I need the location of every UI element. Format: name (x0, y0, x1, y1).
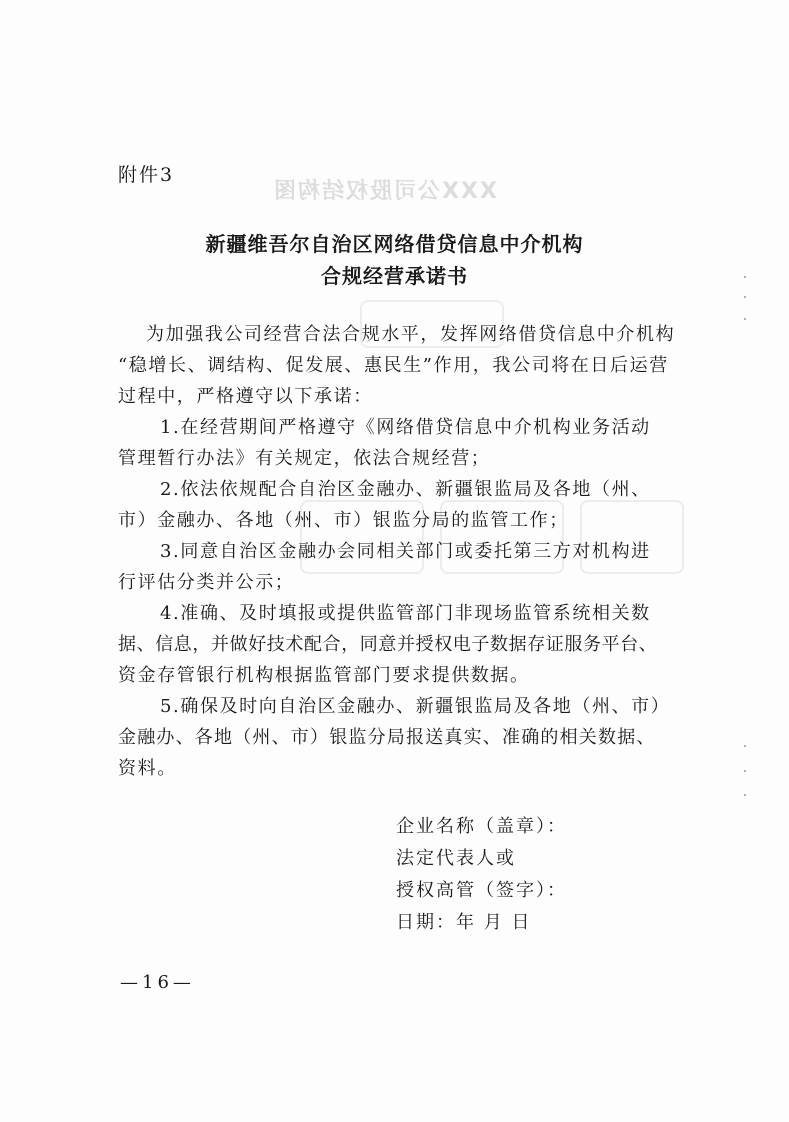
scan-speck (744, 794, 746, 796)
body-line: 5.确保及时向自治区金融办、新疆银监局及各地（州、市） (160, 696, 671, 717)
body-line: “稳增长、调结构、促发展、惠民生”作用，我公司将在日后运营 (118, 355, 669, 376)
body-line: 市）金融办、各地（州、市）银监分局的监管工作； (118, 510, 569, 531)
body-line: 资料。 (118, 758, 177, 779)
body-line: 1.在经营期间严格遵守《网络借贷信息中介机构业务活动 (160, 417, 651, 438)
signature-executive: 授权高管（签字）： (396, 880, 567, 901)
scan-speck (744, 318, 746, 320)
show-through-text: XXX公司股权结构图 (272, 179, 497, 204)
document-title-line-2: 合规经营承诺书 (321, 264, 468, 288)
page-number: —16— (120, 972, 195, 993)
body-line: 据、信息，并做好技术配合，同意并授权电子数据存证服务平台、 (118, 634, 658, 655)
body-line: 过程中，严格遵守以下承诺： (118, 386, 373, 407)
body-line: 为加强我公司经营合法合规水平，发挥网络借贷信息中介机构 (146, 324, 676, 345)
document-title-line-1: 新疆维吾尔自治区网络借贷信息中介机构 (205, 232, 584, 256)
body-line: 3.同意自治区金融办会同相关部门或委托第三方对机构进 (160, 541, 651, 562)
body-line: 资金存管银行机构根据监管部门要求提供数据。 (118, 665, 530, 686)
body-line: 金融办、各地（州、市）银监分局报送真实、准确的相关数据、 (118, 727, 656, 748)
body-line: 行评估分类并公示； (118, 572, 295, 593)
scan-speck (744, 296, 746, 298)
body-line: 4.准确、及时填报或提供监管部门非现场监管系统相关数 (160, 603, 651, 624)
scan-speck (744, 745, 746, 747)
body-line: 2.依法依规配合自治区金融办、新疆银监局及各地（州、 (160, 479, 651, 500)
body-line: 管理暂行办法》有关规定，依法合规经营； (118, 448, 491, 469)
attachment-label: 附件3 (118, 164, 175, 186)
signature-company-name: 企业名称（盖章）： (396, 816, 567, 837)
signature-date: 日期：年 月 日 (396, 912, 532, 933)
scan-speck (744, 770, 746, 772)
signature-legal-rep: 法定代表人或 (396, 848, 516, 869)
